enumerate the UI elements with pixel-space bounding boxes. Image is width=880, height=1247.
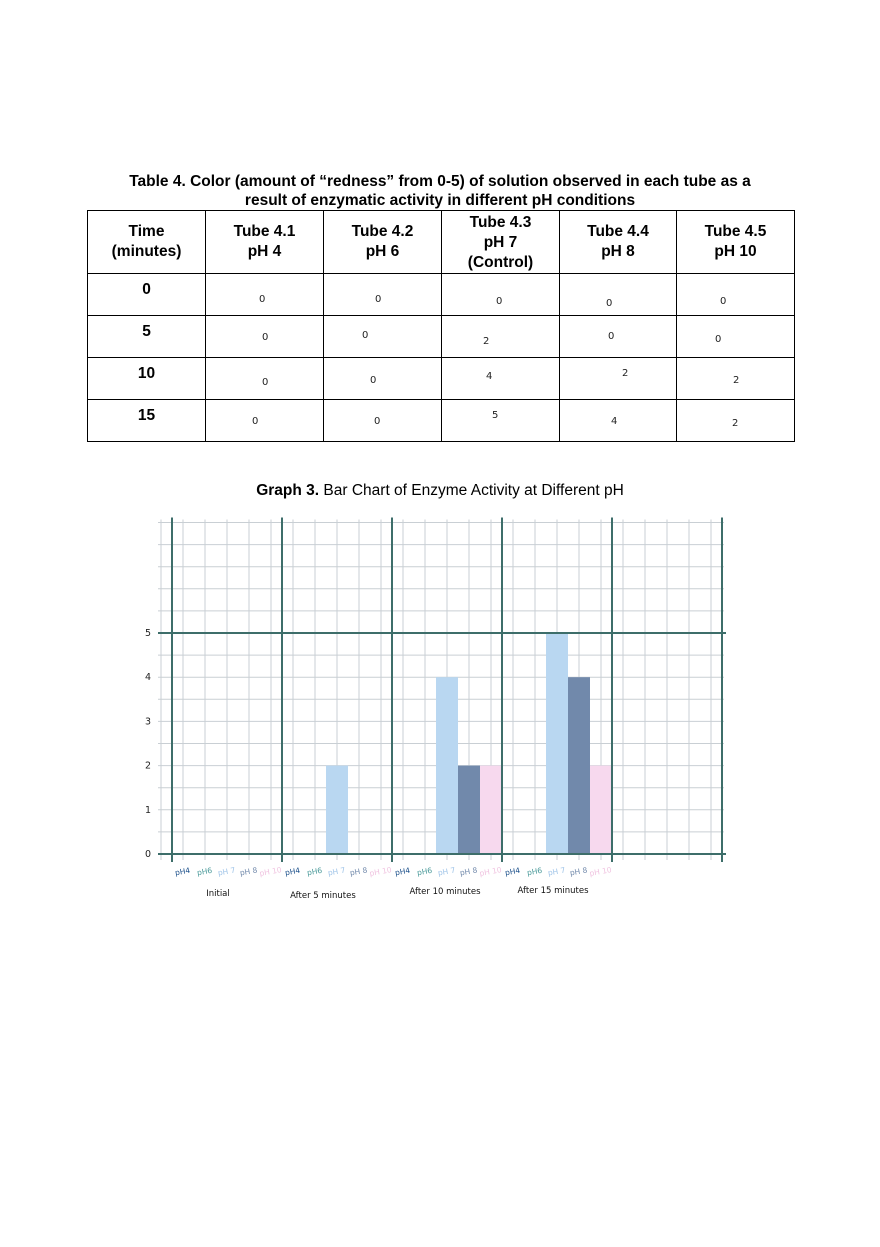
x-axis-ticks <box>174 865 612 878</box>
graph-caption <box>80 482 800 500</box>
value-cell: 2 <box>560 358 677 400</box>
header-tube-4-3: Tube 4.3 pH 7 (Control) <box>442 211 560 274</box>
x-tick-label: pH4 <box>284 865 301 878</box>
header-tube-4-4: Tube 4.4 pH 8 <box>560 211 677 274</box>
x-tick-label: pH6 <box>306 865 323 878</box>
x-tick-label: pH 8 <box>239 865 258 878</box>
x-tick-label: pH4 <box>174 865 191 878</box>
bar-after-15-minutes-ph10 <box>590 766 612 854</box>
table-row <box>88 274 795 316</box>
x-tick-label: pH 8 <box>349 865 368 878</box>
x-tick-label: pH 10 <box>368 865 393 878</box>
value-cell: 2 <box>442 316 560 358</box>
table-row <box>88 400 795 442</box>
table-caption <box>80 172 800 210</box>
value-cell: 2 <box>677 358 795 400</box>
value-cell: 0 <box>324 274 442 316</box>
y-tick-label: 3 <box>144 716 152 728</box>
value-cell: 4 <box>560 400 677 442</box>
x-tick-label: pH4 <box>504 865 521 878</box>
time-cell: 5 <box>88 316 206 358</box>
x-tick-label: pH 10 <box>588 865 613 878</box>
time-cell: 15 <box>88 400 206 442</box>
table-header-row <box>88 211 795 274</box>
x-tick-label: pH 7 <box>217 865 236 878</box>
value-cell: 2 <box>677 400 795 442</box>
x-tick-label: pH 7 <box>327 865 346 878</box>
graph-caption-label: Graph 3. <box>256 482 320 499</box>
value-cell: 0 <box>677 274 795 316</box>
header-time: Time (minutes) <box>88 211 206 274</box>
bar-after-15-minutes-ph8 <box>568 677 590 854</box>
x-tick-label: pH6 <box>416 865 433 878</box>
enzyme-activity-bar-chart <box>130 515 730 910</box>
value-cell: 0 <box>560 274 677 316</box>
value-cell: 0 <box>324 316 442 358</box>
x-tick-label: pH 7 <box>547 865 566 878</box>
table-caption-line-1: Table 4. Color (amount of “redness” from 0-5) of solution observed in each tube as a <box>129 173 751 190</box>
y-tick-label: 2 <box>144 760 152 772</box>
value-cell: 5 <box>442 400 560 442</box>
bar-after-10-minutes-ph8 <box>458 766 480 854</box>
value-cell: 4 <box>442 358 560 400</box>
bar-after-10-minutes-ph10 <box>480 766 502 854</box>
value-cell: 0 <box>206 274 324 316</box>
x-tick-label: pH6 <box>196 865 213 878</box>
bar-after-15-minutes-ph7 <box>546 633 568 854</box>
table-row <box>88 316 795 358</box>
group-label: After 10 minutes <box>409 887 481 897</box>
y-tick-label: 0 <box>144 849 152 860</box>
value-cell: 0 <box>206 358 324 400</box>
bar-after-10-minutes-ph7 <box>436 677 458 854</box>
time-cell: 0 <box>88 274 206 316</box>
y-tick-label: 4 <box>144 672 152 684</box>
x-tick-label: pH 7 <box>437 865 456 878</box>
group-label: Initial <box>206 889 230 899</box>
group-label: After 5 minutes <box>290 891 356 901</box>
x-tick-label: pH6 <box>526 865 543 878</box>
x-tick-label: pH 10 <box>258 865 283 878</box>
y-tick-label: 1 <box>144 804 152 816</box>
value-cell: 0 <box>677 316 795 358</box>
value-cell: 0 <box>324 400 442 442</box>
group-labels <box>206 886 589 901</box>
table-row <box>88 358 795 400</box>
value-cell: 0 <box>206 400 324 442</box>
x-tick-label: pH 10 <box>478 865 503 878</box>
bar-after-5-minutes-ph7 <box>326 766 348 854</box>
header-tube-4-2: Tube 4.2 pH 6 <box>324 211 442 274</box>
x-tick-label: pH 8 <box>569 865 588 878</box>
value-cell: 0 <box>560 316 677 358</box>
redness-table <box>87 210 795 442</box>
header-tube-4-5: Tube 4.5 pH 10 <box>677 211 795 274</box>
header-tube-4-1: Tube 4.1 pH 4 <box>206 211 324 274</box>
group-label: After 15 minutes <box>517 886 589 896</box>
value-cell: 0 <box>442 274 560 316</box>
value-cell: 0 <box>324 358 442 400</box>
table-caption-line-2: result of enzymatic activity in different pH conditions <box>244 192 636 209</box>
x-tick-label: pH4 <box>394 865 411 878</box>
y-axis-ticks <box>145 628 151 860</box>
graph-caption-text: Bar Chart of Enzyme Activity at Different pH <box>319 482 624 499</box>
x-tick-label: pH 8 <box>459 865 478 878</box>
time-cell: 10 <box>88 358 206 400</box>
value-cell: 0 <box>206 316 324 358</box>
y-tick-label: 5 <box>144 628 152 639</box>
